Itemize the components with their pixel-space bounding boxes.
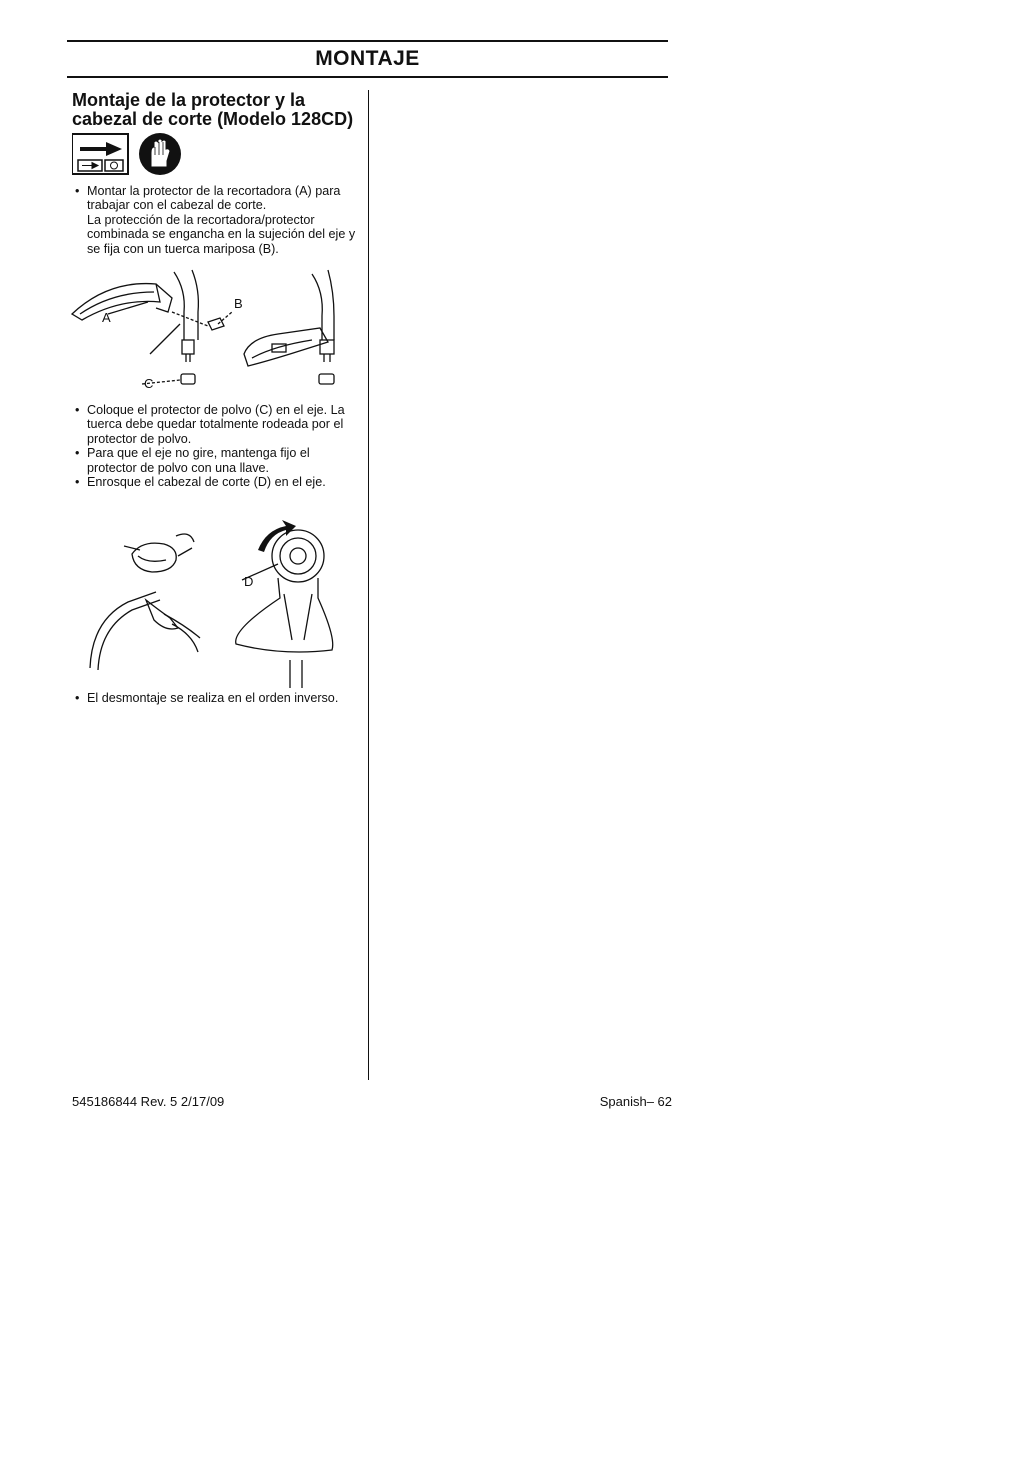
column-divider [368, 90, 369, 1080]
footer-page-number: Spanish– 62 [599, 1094, 672, 1109]
rotation-arrow-icon [258, 520, 296, 552]
footer-document-number: 545186844 Rev. 5 2/17/09 [72, 1094, 225, 1109]
icon-row [72, 133, 212, 178]
cutting-head-assembly-illustration [82, 520, 352, 688]
list-item-text: Montar la protector de la recortadora (A) para trabajar con el cabezal de corte. [87, 184, 341, 213]
list-item: • Enrosque el cabezal de corte (D) en el eje. [72, 475, 362, 489]
list-item [72, 184, 362, 256]
figure-label-c: C [144, 376, 154, 391]
assembly-steps-list-2 [72, 403, 362, 489]
list-item: • Para que el eje no gire, mantenga fijo el protector de polvo con una llave. [72, 446, 362, 475]
guard-assembly-illustration [68, 262, 368, 397]
list-item: • Coloque el protector de polvo (C) en el eje. La tuerca debe quedar totalmente rodeada por el protector de polvo. [72, 403, 362, 446]
protective-gloves-icon [139, 133, 181, 175]
assembly-steps-list-1 [72, 184, 362, 256]
page-header-title: MONTAJE [315, 47, 420, 70]
list-item: • El desmontaje se realiza en el orden inverso. [72, 691, 362, 705]
list-item-continuation: La protección de la recortadora/protector combinada se engancha en la sujeción del eje y se fija con un tuerca mariposa (B). [87, 212, 356, 256]
section-title: Montaje de la protector y la cabezal de corte (Modelo 128CD) [72, 90, 354, 129]
figure-label-b: B [234, 296, 243, 311]
figure-label-a: A [102, 310, 111, 325]
header-bottom-rule [67, 76, 668, 78]
header-top-rule [67, 40, 668, 42]
manual-arrow-icon [72, 134, 128, 174]
assembly-steps-list-3 [72, 691, 362, 705]
figure-label-d: D [244, 574, 254, 589]
